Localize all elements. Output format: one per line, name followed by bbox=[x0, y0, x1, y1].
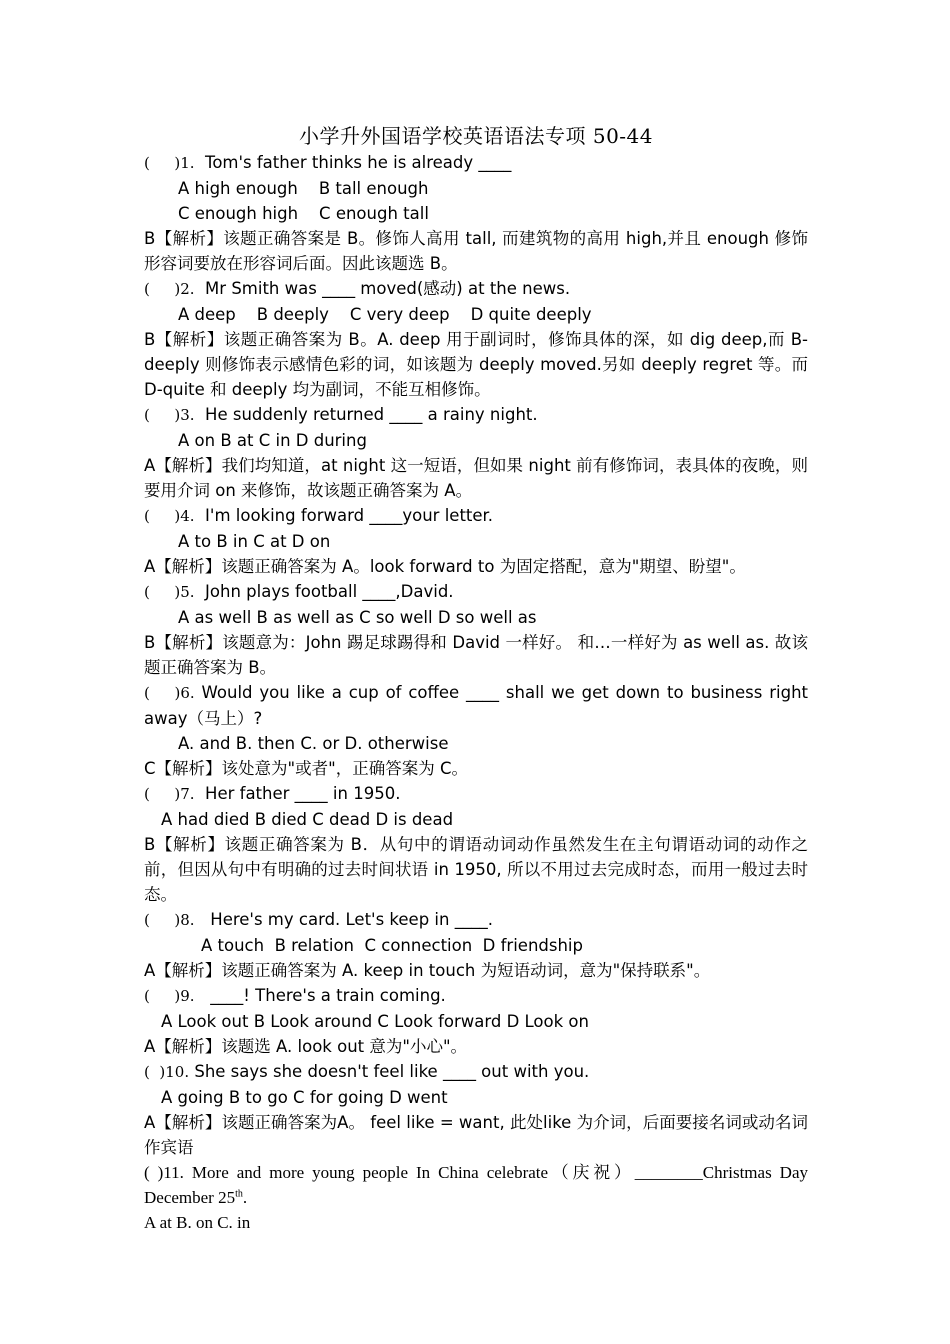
answer-explanation: B【解析】该题正确答案是 B。修饰人高用 tall, 而建筑物的高用 high,并且 enough 修饰形容词要放在形容词后面。因此该题选 B。 bbox=[144, 229, 808, 273]
question-3 bbox=[144, 402, 808, 428]
question-number: ( )7. bbox=[144, 785, 195, 803]
question-text: More and more young people In China celebrate（庆祝）________Christmas Day December 25 bbox=[144, 1163, 808, 1207]
options-line: C enough high C enough tall bbox=[178, 204, 429, 223]
answer-explanation: B【解析】该题正确答案为 B．从句中的谓语动词动作虽然发生在主句谓语动词的动作之前，但因从句中有明确的过去时间状语 in 1950, 所以不用过去完成时态，而用一般过去时态。 bbox=[144, 835, 808, 904]
question-number: ( )2. bbox=[144, 280, 195, 298]
question-number: ( )11. bbox=[144, 1163, 184, 1182]
question-text: ____! There's a train coming. bbox=[194, 986, 446, 1005]
question-9 bbox=[144, 983, 808, 1009]
question-number: ( )3. bbox=[144, 406, 195, 424]
question-text: Her father ____ in 1950. bbox=[194, 784, 401, 803]
question-8 bbox=[144, 907, 808, 933]
question-7 bbox=[144, 781, 808, 807]
answer-explanation: B【解析】该题正确答案为 B。A. deep 用于副词时，修饰具体的深，如 dig deep,而 B-deeply 则修饰表示感情色彩的词，如该题为 deeply moved.另如 deeply regret 等。而 D-quite 和 deeply 均为副词，不能互相修饰。 bbox=[144, 330, 808, 399]
question-6 bbox=[144, 680, 808, 731]
question-text: Would you like a cup of coffee ____ shall we get down to business right away（马上）? bbox=[144, 683, 808, 728]
question-11 bbox=[144, 1160, 808, 1210]
question-number: ( )4. bbox=[144, 507, 195, 525]
answer-explanation: A【解析】该题选 A. look out 意为"小心"。 bbox=[144, 1037, 468, 1056]
question-number: ( )10. bbox=[144, 1063, 190, 1081]
question-1 bbox=[144, 150, 808, 176]
question-5 bbox=[144, 579, 808, 605]
question-2 bbox=[144, 276, 808, 302]
options-line: A. and B. then C. or D. otherwise bbox=[178, 734, 449, 753]
document-body bbox=[144, 122, 808, 1235]
question-number: ( )6. bbox=[144, 684, 195, 702]
question-number: ( )9. bbox=[144, 987, 195, 1005]
answer-explanation: A【解析】该题正确答案为A。 feel like = want, 此处like 为介词，后面要接名词或动名词作宾语 bbox=[144, 1113, 808, 1157]
question-text: Tom's father thinks he is already ____ bbox=[194, 153, 512, 172]
question-10 bbox=[144, 1059, 808, 1085]
page-title: 小学升外国语学校英语语法专项 50-44 bbox=[298, 124, 653, 148]
options-line: A had died B died C dead D is dead bbox=[161, 810, 454, 829]
options-line: A deep B deeply C very deep D quite deeply bbox=[178, 305, 592, 324]
options-line: A to B in C at D on bbox=[178, 532, 331, 551]
question-number: ( )5. bbox=[144, 583, 195, 601]
answer-explanation: B【解析】该题意为：John 踢足球踢得和 David 一样好。 和…一样好为 as well as. 故该题正确答案为 B。 bbox=[144, 633, 808, 677]
question-number: ( )8. bbox=[144, 911, 195, 929]
answer-explanation: A【解析】我们均知道，at night 这一短语，但如果 night 前有修饰词，表具体的夜晚，则要用介词 on 来修饰，故该题正确答案为 A。 bbox=[144, 456, 808, 500]
options-line: A touch B relation C connection D friendship bbox=[201, 936, 583, 955]
options-line: A high enough B tall enough bbox=[178, 179, 429, 198]
options-line: A at B. on C. in bbox=[144, 1213, 251, 1232]
question-text: Mr Smith was ____ moved(感动) at the news. bbox=[194, 279, 571, 298]
question-end: . bbox=[242, 1188, 248, 1207]
question-text: He suddenly returned ____ a rainy night. bbox=[194, 405, 538, 424]
options-line: A going B to go C for going D went bbox=[161, 1088, 448, 1107]
answer-explanation: A【解析】该题正确答案为 A。look forward to 为固定搭配，意为"期望、盼望"。 bbox=[144, 557, 746, 576]
question-text: Here's my card. Let's keep in ____. bbox=[194, 910, 493, 929]
ordinal-suffix: th bbox=[235, 1188, 243, 1200]
answer-explanation: A【解析】该题正确答案为 A. keep in touch 为短语动词，意为"保持联系"。 bbox=[144, 961, 711, 980]
options-line: A as well B as well as C so well D so well as bbox=[178, 608, 537, 627]
answer-explanation: C【解析】该处意为"或者"，正确答案为 C。 bbox=[144, 759, 468, 778]
question-text: She says she doesn't feel like ____ out with you. bbox=[189, 1062, 590, 1081]
options-line: A on B at C in D during bbox=[178, 431, 367, 450]
question-4 bbox=[144, 503, 808, 529]
question-text: John plays football ____,David. bbox=[194, 582, 454, 601]
question-text: I'm looking forward ____your letter. bbox=[194, 506, 494, 525]
options-line: A Look out B Look around C Look forward D Look on bbox=[161, 1012, 589, 1031]
question-number: ( )1. bbox=[144, 154, 195, 172]
